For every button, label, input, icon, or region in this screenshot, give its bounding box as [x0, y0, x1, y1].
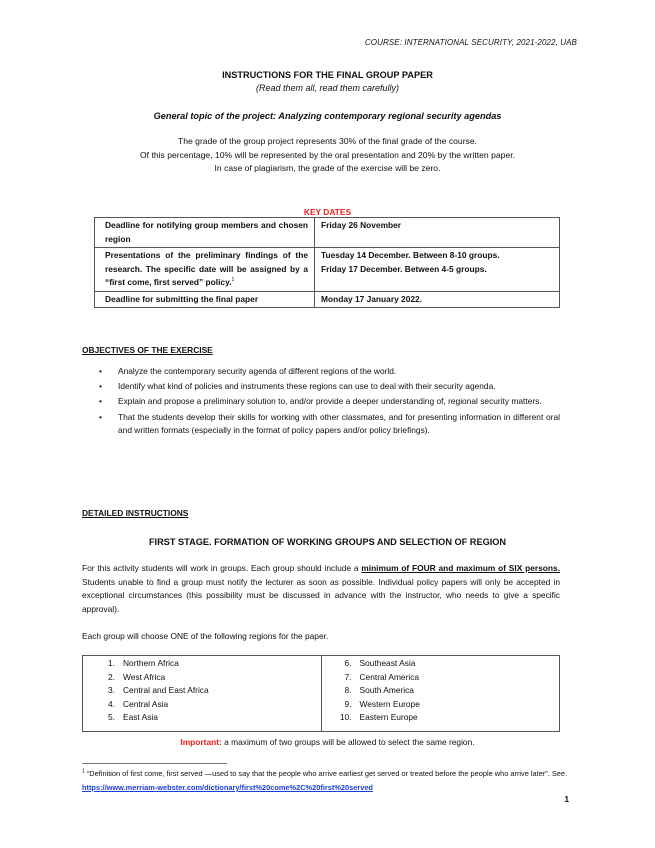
- footnote-divider: [82, 763, 227, 764]
- project-topic: General topic of the project: Analyzing contemporary regional security agendas: [153, 111, 502, 121]
- key-date-value: Tuesday 14 December. Between 8-10 groups. Friday 17 December. Between 4-5 groups.: [315, 248, 560, 292]
- list-item: • That the students develop their skills for working with other classmates, and for presenting information in different oral and written formats (especially in the format of policy papers and/or policy briefings).: [99, 411, 560, 436]
- grade-line: The grade of the group project represents 30% of the final grade of the course.: [177, 136, 478, 146]
- grade-info: [0, 135, 655, 176]
- bullet-icon: •: [99, 396, 102, 407]
- key-date-item: Presentations of the preliminary findings of the research. The specific date will be assigned by a “first come, first served” policy.$^1$: [95, 248, 315, 292]
- grade-line: Of this percentage, 10% will be represented by the oral presentation and 20% by the written paper.: [139, 149, 515, 160]
- list-item: • Explain and propose a preliminary solution to, and/or provide a deeper understanding of, regional security matters.: [82, 395, 560, 409]
- footnote: $^1$ “Definition of first come, first served —used to say that the people who arrive earliest get served or treated before the people who arrive later”. See. https://www.merriam-webster.com/dictionary/first%20come%2C%20first%20served: [82, 768, 568, 792]
- regions-right-column: [321, 656, 560, 732]
- region-item: 5. East Asia: [108, 712, 158, 723]
- bullet-icon: •: [99, 366, 102, 376]
- document-title: INSTRUCTIONS FOR THE FINAL GROUP PAPER: [222, 70, 433, 80]
- regions-table: [82, 655, 560, 732]
- region-item: 9. Western Europe: [344, 698, 420, 709]
- stage-title: FIRST STAGE. FORMATION OF WORKING GROUPS AND SELECTION OF REGION: [148, 537, 507, 547]
- regions-intro: Each group will choose ONE of the following regions for the paper.: [82, 631, 329, 641]
- objectives-heading: OBJECTIVES OF THE EXERCISE: [82, 345, 213, 355]
- detailed-instructions-heading: DETAILED INSTRUCTIONS: [82, 508, 189, 518]
- course-header: COURSE: INTERNATIONAL SECURITY, 2021-2022, UAB: [364, 38, 577, 47]
- groups-paragraph: For this activity students will work in groups. Each group should include a minimum of FOUR and maximum of SIX persons. Students unable to find a group must notify the lecturer as soon as possible. Individual policy papers will only be accepted in exceptional circumstances (this possibility must be discussed in advance with the instructor, who needs to give a specific approval).: [82, 563, 560, 615]
- important-label: Important:: [180, 737, 222, 747]
- regions-left-column: [83, 656, 322, 732]
- list-item: • Identify what kind of policies and instruments these regions can use to deal with their security agenda.: [82, 380, 560, 394]
- region-item: 2. West Africa: [108, 671, 166, 682]
- key-date-item: Deadline for notifying group members and chosen region: [95, 218, 315, 248]
- region-item: 6. Southeast Asia: [344, 658, 416, 668]
- table-row: [95, 218, 560, 248]
- bullet-icon: •: [99, 381, 102, 392]
- document-subtitle: (Read them all, read them carefully): [255, 83, 400, 93]
- table-row: [95, 248, 560, 292]
- table-row: [95, 291, 560, 308]
- region-item: 1. Northern Africa: [108, 658, 179, 668]
- footnote-ref[interactable]: 1: [231, 277, 235, 284]
- region-item: 10. Eastern Europe: [339, 712, 418, 723]
- key-date-value: Monday 17 January 2022.: [315, 291, 560, 308]
- group-size-emphasis: minimum of FOUR and maximum of SIX persons.: [361, 563, 560, 573]
- key-dates-label: KEY DATES: [303, 207, 352, 217]
- region-item: 4. Central Asia: [108, 698, 169, 709]
- key-date-item: Deadline for submitting the final paper: [95, 291, 315, 308]
- region-item: 7. Central America: [344, 671, 420, 682]
- key-date-value: Friday 26 November: [315, 218, 560, 248]
- page-number: 1: [564, 794, 569, 804]
- region-item: 8. South America: [344, 685, 414, 696]
- bullet-icon: •: [99, 411, 102, 422]
- important-note: Important: a maximum of two groups will be allowed to select the same region.: [180, 737, 475, 747]
- grade-line: In case of plagiarism, the grade of the exercise will be zero.: [214, 163, 441, 173]
- key-dates-table: [94, 217, 560, 308]
- footnote-link[interactable]: https://www.merriam-webster.com/dictionary/first%20come%2C%20first%20served: [82, 783, 373, 792]
- region-item: 3. Central and East Africa: [108, 685, 209, 696]
- list-item: • Analyze the contemporary security agenda of different regions of the world.: [82, 365, 560, 379]
- objectives-list: [82, 365, 560, 440]
